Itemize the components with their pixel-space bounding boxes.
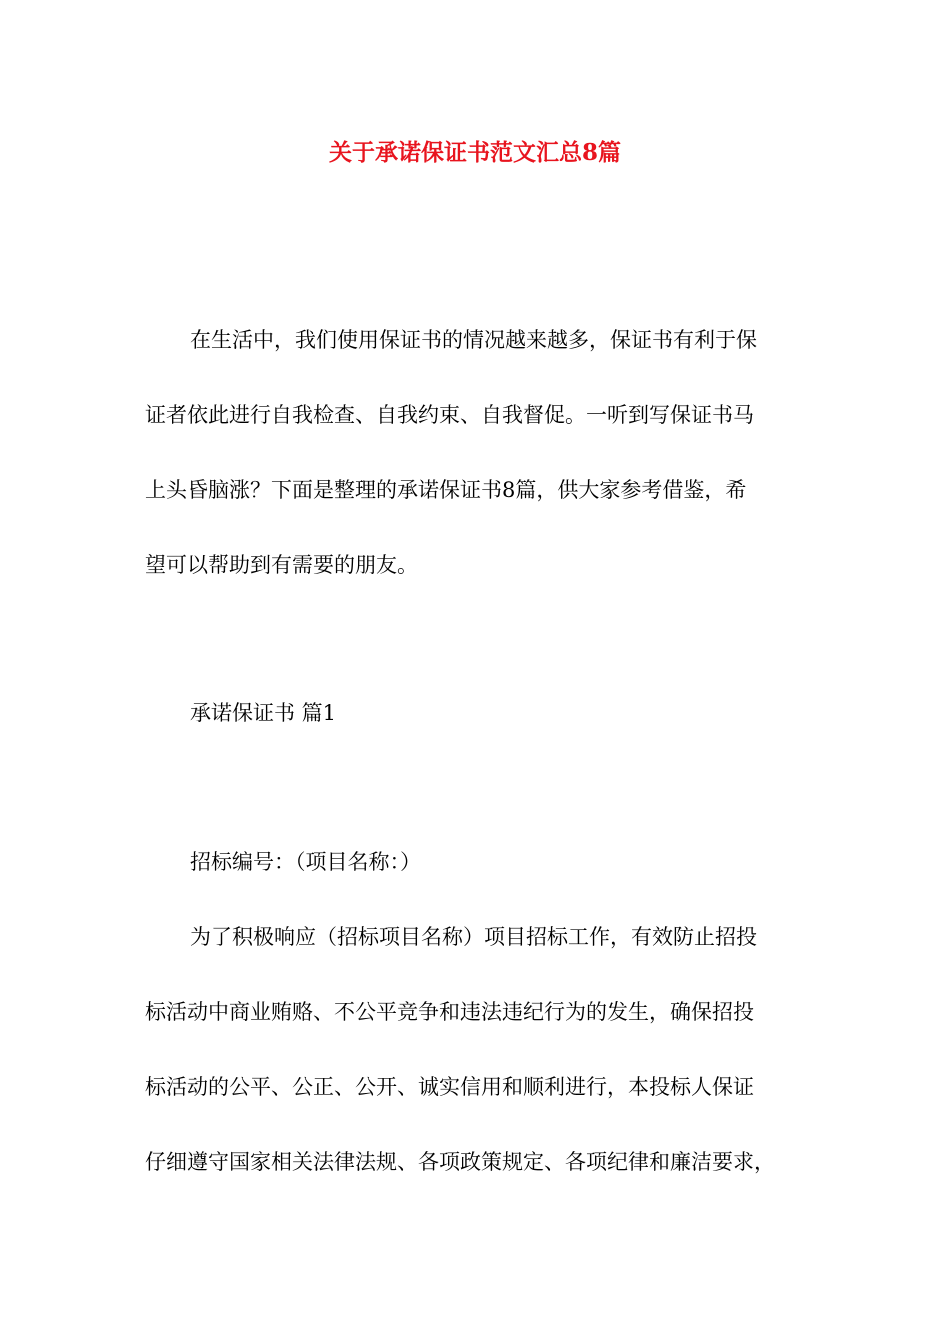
body-line: 仔细遵守国家相关法律法规、各项政策规定、各项纪律和廉洁要求，: [145, 1150, 775, 1174]
intro-line: 在生活中，我们使用保证书的情况越来越多，保证书有利于保: [190, 328, 757, 352]
section-heading: 承诺保证书 篇1: [190, 701, 337, 725]
body-line: 标活动中商业贿赂、不公平竞争和违法违纪行为的发生，确保招投: [145, 1000, 754, 1024]
intro-line: 证者依此进行自我检查、自我约束、自我督促。一听到写保证书马: [145, 403, 754, 427]
intro-line: 望可以帮助到有需要的朋友。: [145, 553, 418, 577]
tender-number-line: 招标编号：（项目名称：）: [190, 850, 421, 874]
body-line: 标活动的公平、公正、公开、诚实信用和顺利进行，本投标人保证: [145, 1075, 754, 1099]
intro-line: 上头昏脑涨？下面是整理的承诺保证书8篇，供大家参考借鉴，希: [145, 478, 747, 502]
body-line: 为了积极响应（招标项目名称）项目招标工作，有效防止招投: [190, 925, 757, 949]
document-title: 关于承诺保证书范文汇总8篇: [328, 139, 621, 166]
